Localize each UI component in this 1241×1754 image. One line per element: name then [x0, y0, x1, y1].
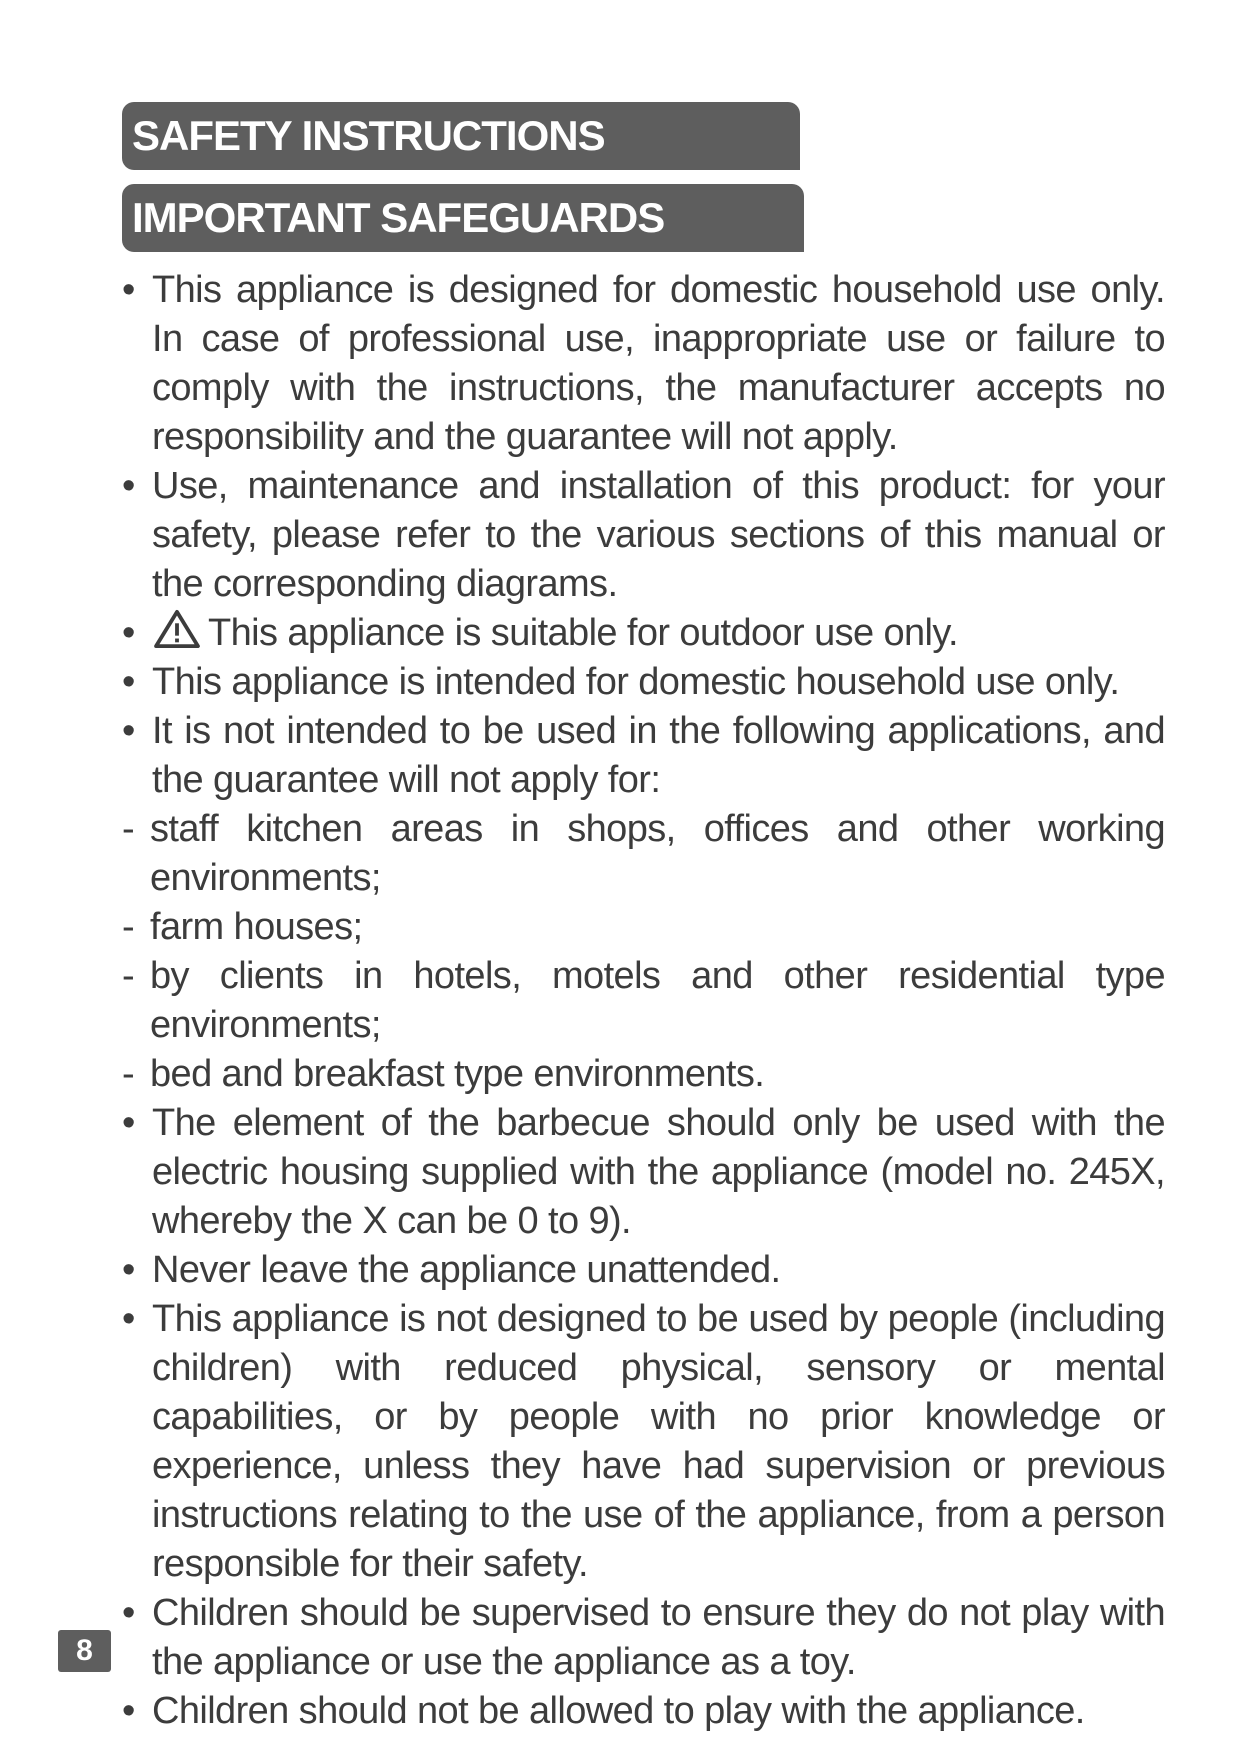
- list-item-text: The element of the barbecue should only be used with the electric housing supplied with the appliance (model no. 245X, whereby the X can be 0 to 9).: [152, 1102, 1165, 1242]
- warning-triangle-icon: [152, 609, 202, 649]
- list-item: [120, 1246, 1165, 1295]
- list-item-text: farm houses;: [150, 906, 363, 948]
- sub-list-item: [120, 1050, 1165, 1099]
- list-item-text: This appliance is not designed to be used by people (including children) with reduced physical, sensory or mental capabilities, or by people with no prior knowledge or experience, unless they have had supervision or previous instructions relating to the use of the appliance, from a person responsible for their safety.: [152, 1298, 1165, 1585]
- sub-list-item: [120, 805, 1165, 903]
- list-item-text: by clients in hotels, motels and other residential type environments;: [150, 955, 1165, 1046]
- list-item: [120, 609, 1165, 658]
- list-item-text: Use, maintenance and installation of this product: for your safety, please refer to the various sections of this manual or the corresponding diagrams.: [152, 465, 1165, 605]
- list-item: [120, 707, 1165, 805]
- list-item-text: Never leave the appliance unattended.: [152, 1249, 781, 1291]
- list-item: [120, 1589, 1165, 1687]
- sub-list-item: [120, 952, 1165, 1050]
- list-item-text: This appliance is suitable for outdoor use only.: [208, 612, 958, 654]
- section-title: SAFETY INSTRUCTIONS: [122, 102, 800, 170]
- safeguards-list: [120, 266, 1165, 1736]
- list-item: [120, 1687, 1165, 1736]
- list-item-text: This appliance is intended for domestic household use only.: [152, 661, 1120, 703]
- subsection-title: IMPORTANT SAFEGUARDS: [122, 184, 804, 252]
- sub-list-item: [120, 903, 1165, 952]
- list-item-text: staff kitchen areas in shops, offices and other working environments;: [150, 808, 1165, 899]
- list-item-text: This appliance is designed for domestic household use only. In case of professional use, inappropriate use or failure to comply with the instructions, the manufacturer accepts no responsibility and the guarantee will not apply.: [152, 269, 1165, 458]
- list-item: [120, 658, 1165, 707]
- page-number: 8: [58, 1630, 111, 1672]
- list-item: [120, 266, 1165, 462]
- list-item-text: Children should not be allowed to play with the appliance.: [152, 1690, 1085, 1732]
- list-item-text: It is not intended to be used in the following applications, and the guarantee will not apply for:: [152, 710, 1165, 801]
- list-item: [120, 1099, 1165, 1246]
- list-item: [120, 462, 1165, 609]
- list-item-text: Children should be supervised to ensure they do not play with the appliance or use the appliance as a toy.: [152, 1592, 1165, 1683]
- list-item: [120, 1295, 1165, 1589]
- list-item-text: bed and breakfast type environments.: [150, 1053, 765, 1095]
